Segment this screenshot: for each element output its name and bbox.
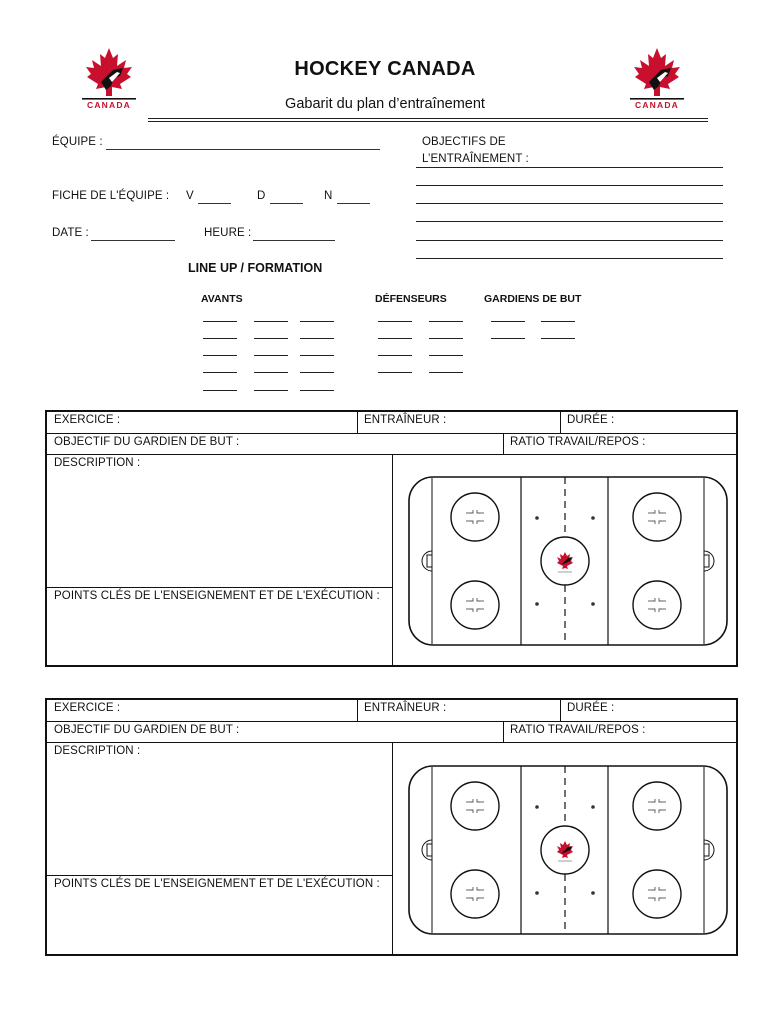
key-points-cell[interactable] (47, 588, 392, 665)
objectives-label-line2: L’ENTRAÎNEMENT : (422, 153, 529, 165)
goalie-objective-cell[interactable] (47, 722, 503, 742)
wins-field[interactable] (199, 190, 231, 204)
faceoff-dot (591, 516, 595, 520)
losses-label: D (257, 190, 266, 202)
goalie-slot[interactable] (491, 325, 525, 339)
duration-label: DURÉE : (567, 414, 615, 426)
defense-slot[interactable] (378, 359, 412, 373)
objectives-field[interactable] (416, 170, 722, 260)
faceoff-dot (591, 805, 595, 809)
ratio-label: RATIO TRAVAIL/REPOS : (510, 724, 646, 736)
defense-slot[interactable] (429, 325, 463, 339)
key-points-label: POINTS CLÉS DE L'ENSEIGNEMENT ET DE L'EXÉCUTION : (54, 878, 380, 890)
defense-slot[interactable] (378, 325, 412, 339)
exercise-label: EXERCICE : (54, 702, 121, 714)
rink-diagram[interactable] (407, 764, 729, 941)
faceoff-dot (535, 602, 539, 606)
drill-objective-row (47, 722, 736, 743)
description-label: DESCRIPTION : (54, 457, 141, 469)
rink-diagram-icon (407, 475, 729, 647)
exercise-cell[interactable] (47, 412, 357, 433)
defense-slot[interactable] (378, 342, 412, 356)
objectives-line (416, 258, 723, 259)
forward-slot[interactable] (254, 377, 288, 391)
forward-slot[interactable] (203, 359, 237, 373)
key-points-label: POINTS CLÉS DE L'ENSEIGNEMENT ET DE L'EXÉCUTION : (54, 590, 380, 602)
wins-label: V (186, 190, 194, 202)
losses-field[interactable] (271, 190, 303, 204)
drill-header-row (47, 412, 736, 434)
team-record-label: FICHE DE L'ÉQUIPE : (52, 190, 170, 202)
objectives-line (416, 203, 723, 204)
faceoff-dot (591, 891, 595, 895)
forward-slot[interactable] (254, 308, 288, 322)
forward-slot[interactable] (300, 377, 334, 391)
team-label: ÉQUIPE : (52, 136, 103, 148)
date-underline (91, 240, 175, 241)
ties-underline (337, 203, 370, 204)
svg-text:CANADA: CANADA (634, 100, 680, 110)
forward-slot[interactable] (300, 342, 334, 356)
drill-block-1 (45, 410, 738, 667)
forward-slot[interactable] (203, 342, 237, 356)
defense-slot[interactable] (429, 342, 463, 356)
goalie-objective-label: OBJECTIF DU GARDIEN DE BUT : (54, 724, 240, 736)
losses-underline (270, 203, 303, 204)
wins-underline (198, 203, 231, 204)
svg-text:CANADA: CANADA (86, 100, 132, 110)
description-cell[interactable] (47, 743, 392, 876)
defense-slot[interactable] (378, 308, 412, 322)
header-rule (148, 118, 708, 119)
page-subtitle: Gabarit du plan d’entraînement (285, 96, 485, 112)
rink-diagram[interactable] (407, 475, 729, 652)
exercise-cell[interactable] (47, 700, 357, 721)
page-title: HOCKEY CANADA (294, 58, 476, 80)
drill-objective-row (47, 434, 736, 455)
faceoff-dot (591, 602, 595, 606)
defense-label: DÉFENSEURS (375, 293, 447, 305)
forward-slot[interactable] (203, 308, 237, 322)
key-points-cell[interactable] (47, 876, 392, 954)
forward-slot[interactable] (254, 359, 288, 373)
lineup-heading: LINE UP / FORMATION (188, 261, 323, 275)
duration-cell[interactable] (560, 412, 736, 433)
date-field[interactable] (92, 227, 174, 241)
defense-slot[interactable] (429, 359, 463, 373)
ratio-cell[interactable] (503, 434, 736, 454)
time-field[interactable] (254, 227, 334, 241)
time-label: HEURE : (204, 227, 252, 239)
date-label: DATE : (52, 227, 89, 239)
ratio-cell[interactable] (503, 722, 736, 742)
defense-slot[interactable] (429, 308, 463, 322)
ratio-label: RATIO TRAVAIL/REPOS : (510, 436, 646, 448)
forward-slot[interactable] (203, 377, 237, 391)
objectives-line (416, 221, 723, 222)
time-underline (253, 240, 335, 241)
rink-diagram-icon (407, 764, 729, 936)
goalie-objective-cell[interactable] (47, 434, 503, 454)
description-cell[interactable] (47, 455, 392, 588)
faceoff-dot (535, 805, 539, 809)
ties-label: N (324, 190, 333, 202)
drill-header-row (47, 700, 736, 722)
ties-field[interactable] (338, 190, 370, 204)
exercise-label: EXERCICE : (54, 414, 121, 426)
forwards-label: AVANTS (201, 293, 243, 305)
goalie-objective-label: OBJECTIF DU GARDIEN DE BUT : (54, 436, 240, 448)
goalie-slot[interactable] (541, 325, 575, 339)
objectives-line (416, 167, 723, 168)
faceoff-dot (535, 891, 539, 895)
duration-label: DURÉE : (567, 702, 615, 714)
forward-slot[interactable] (254, 325, 288, 339)
forward-slot[interactable] (254, 342, 288, 356)
objectives-line (416, 185, 723, 186)
team-underline (106, 149, 380, 150)
forward-slot[interactable] (300, 308, 334, 322)
coach-cell[interactable] (357, 412, 560, 433)
team-field[interactable] (108, 136, 378, 150)
drill-block-2 (45, 698, 738, 956)
coach-label: ENTRAÎNEUR : (364, 414, 447, 426)
objectives-label-line1: OBJECTIFS DE (422, 136, 506, 148)
objectives-line (416, 240, 723, 241)
forward-slot[interactable] (300, 325, 334, 339)
coach-label: ENTRAÎNEUR : (364, 702, 447, 714)
coach-cell[interactable] (357, 700, 560, 721)
forward-slot[interactable] (203, 325, 237, 339)
faceoff-dot (535, 516, 539, 520)
duration-cell[interactable] (560, 700, 736, 721)
forward-slot[interactable] (300, 359, 334, 373)
goalie-slot[interactable] (491, 308, 525, 322)
goalie-slot[interactable] (541, 308, 575, 322)
header-rule-2 (148, 121, 708, 122)
description-label: DESCRIPTION : (54, 745, 141, 757)
goalies-label: GARDIENS DE BUT (484, 293, 582, 305)
